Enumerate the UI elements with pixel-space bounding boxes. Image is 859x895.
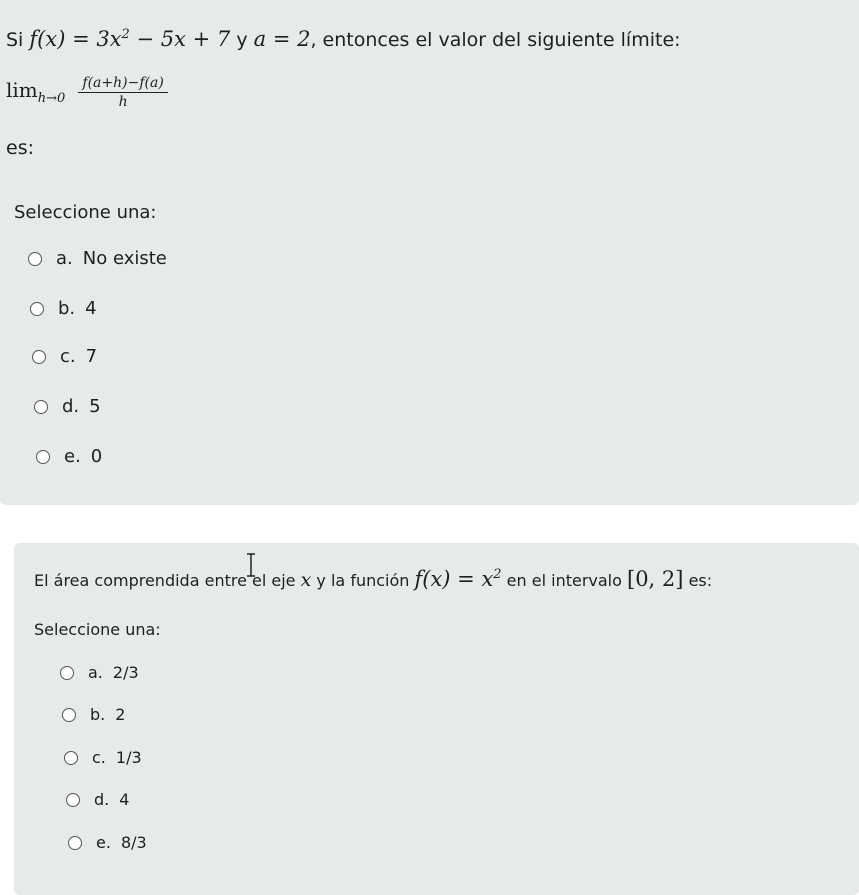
q1-option-c[interactable] (32, 346, 97, 367)
prompt-text: El área comprendida entre el eje (34, 571, 296, 590)
option-letter: b. (90, 705, 106, 724)
select-one-label: Seleccione una: (14, 202, 157, 223)
radio-button[interactable] (34, 400, 48, 414)
option-text: 2 (115, 705, 126, 724)
q2-option-d[interactable] (66, 790, 129, 809)
prompt-text: , entonces el valor del siguiente límite: (310, 29, 681, 51)
q1-option-b[interactable] (30, 298, 97, 319)
q1-option-e[interactable] (36, 446, 102, 467)
prompt-text: es: (688, 571, 713, 590)
radio-button[interactable] (36, 450, 50, 464)
question-2-card (14, 543, 859, 895)
limit-expression (6, 75, 168, 110)
x-variable: x (300, 569, 312, 591)
lim-subscript: h→0 (37, 91, 66, 106)
q1-option-a[interactable] (28, 248, 167, 269)
prompt-text: y la función (316, 571, 410, 590)
question-2-prompt (34, 567, 712, 591)
radio-button[interactable] (68, 836, 82, 850)
question-1-prompt (6, 27, 681, 51)
function-expression: $f(x) = 3x^2 - 5x + 7$ (29, 27, 231, 51)
prompt-text: Si (6, 29, 24, 51)
option-letter: c. (60, 346, 76, 367)
q2-option-e[interactable] (68, 833, 147, 852)
a-value-expression: a = 2 (253, 27, 311, 51)
option-text: 1/3 (115, 748, 142, 767)
radio-button[interactable] (64, 751, 78, 765)
option-letter: a. (88, 663, 103, 682)
option-text: 4 (119, 790, 130, 809)
option-text: 0 (90, 446, 103, 467)
prompt-text: y (236, 29, 248, 51)
option-text: No existe (82, 248, 167, 269)
q2-option-a[interactable] (60, 663, 139, 682)
fraction-numerator: f(a+h)−f(a) (78, 75, 167, 93)
prompt-tail: es: (6, 137, 34, 159)
radio-button[interactable] (32, 350, 46, 364)
option-letter: b. (58, 298, 76, 319)
function-expression: $f(x) = x^2$ (414, 567, 502, 591)
lim-word: lim (6, 78, 38, 102)
radio-button[interactable] (30, 302, 44, 316)
prompt-text: en el intervalo (506, 571, 622, 590)
option-letter: a. (56, 248, 73, 269)
option-letter: e. (64, 446, 81, 467)
radio-button[interactable] (60, 666, 74, 680)
q2-option-b[interactable] (62, 705, 125, 724)
select-one-label: Seleccione una: (34, 620, 161, 639)
option-letter: c. (92, 748, 106, 767)
option-text: 4 (85, 298, 97, 319)
difference-quotient (78, 75, 167, 110)
q2-option-c[interactable] (64, 748, 142, 767)
option-text: 2/3 (112, 663, 139, 682)
option-letter: e. (96, 833, 111, 852)
fraction-denominator: h (118, 94, 128, 110)
option-text: 5 (89, 396, 101, 417)
q1-option-d[interactable] (34, 396, 101, 417)
text-cursor-icon (246, 553, 256, 577)
radio-button[interactable] (62, 708, 76, 722)
interval-expression: [0, 2] (627, 567, 684, 591)
option-text: 7 (85, 346, 98, 367)
radio-button[interactable] (66, 793, 80, 807)
option-letter: d. (94, 790, 110, 809)
option-letter: d. (62, 396, 80, 417)
option-text: 8/3 (120, 833, 147, 852)
radio-button[interactable] (28, 252, 42, 266)
